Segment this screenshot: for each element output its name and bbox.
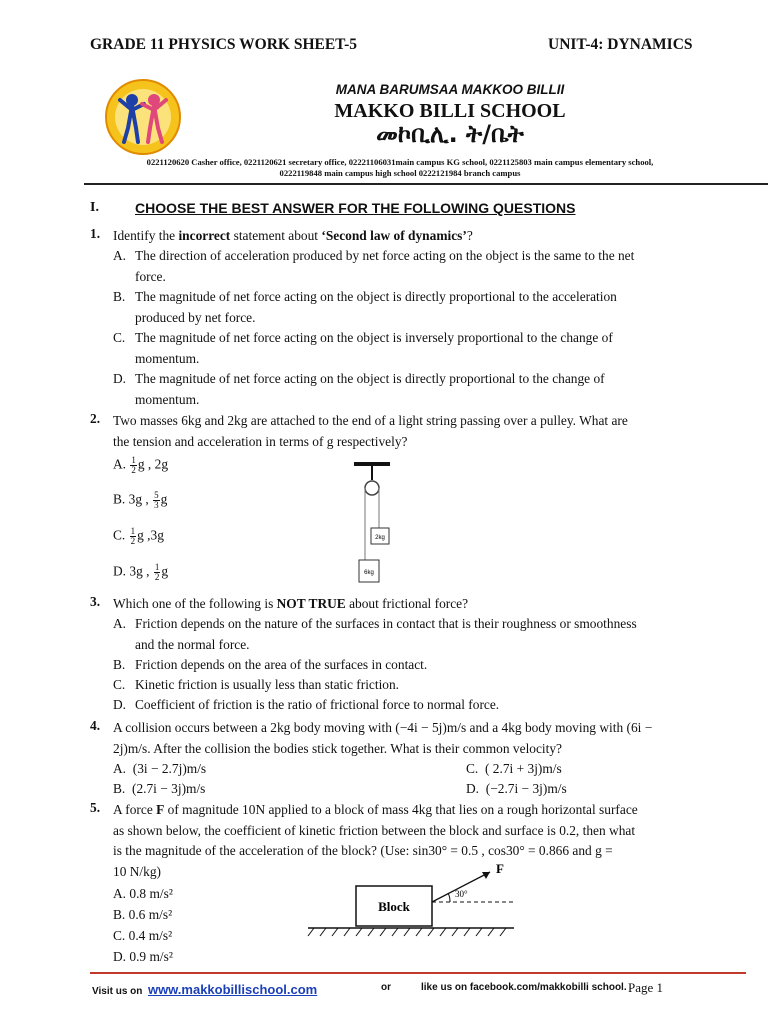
q1-stem-bold-2: ‘Second law of dynamics’ — [321, 228, 467, 243]
q4-velocity-1: (−4i − 5j)m/s — [395, 720, 467, 735]
option-label: B. — [113, 289, 126, 304]
q2-option-c[interactable] — [113, 527, 164, 546]
option-label: A. — [113, 886, 127, 901]
q5-line1-text: A force — [113, 802, 157, 817]
q2-d-value: 3g , — [129, 563, 150, 579]
q1-d-line1: The magnitude of net force acting on the object is directly proportional to the change of — [135, 371, 605, 386]
option-label: D. — [113, 949, 127, 964]
numerator: 1 — [130, 526, 136, 536]
q4-velocity-2: (6i − — [626, 720, 653, 735]
numerator: 1 — [131, 455, 136, 465]
q4-option-b[interactable] — [113, 779, 205, 800]
q4-b-value: (2.7i − 3j)m/s — [131, 781, 206, 796]
q4-number: 4. — [90, 718, 101, 733]
q5-force-symbol: F — [156, 802, 165, 817]
q3-a-line2: and the normal force. — [135, 636, 250, 652]
option-label: A. — [113, 761, 127, 776]
section-number: I. — [90, 200, 99, 215]
q5-option-b[interactable] — [113, 905, 172, 926]
q2-option-b[interactable] — [113, 491, 167, 510]
q5-option-d[interactable] — [113, 947, 173, 968]
pulley-diagram — [348, 460, 398, 588]
q5-number: 5. — [90, 800, 101, 815]
q4-d-value: (−2.7i − 3j)m/s — [485, 781, 567, 796]
contacts-line-1: 0221120620 Casher office, 0221120621 secretary office, 02221106031main campus KG school, 0221125803 main campus elementary school, — [146, 157, 654, 167]
option-label: D. — [113, 371, 127, 386]
option-label: C. — [466, 761, 479, 776]
q3-number: 3. — [90, 594, 101, 609]
q3-option-b[interactable] — [113, 655, 713, 676]
block-force-diagram — [300, 858, 530, 944]
q1-b-line1: The magnitude of net force acting on the object is directly proportional to the acceleration — [135, 289, 617, 304]
q2-option-d[interactable] — [113, 563, 168, 582]
q4-line1-text: A collision occurs between a 2kg body moving with — [113, 720, 396, 735]
q1-stem-text-2: statement about — [230, 228, 322, 243]
q2-line1: Two masses 6kg and 2kg are attached to the end of a light string passing over a pulley. What are — [113, 413, 628, 428]
option-label: B. — [113, 491, 126, 507]
q1-number: 1. — [90, 226, 101, 241]
option-label: D. — [466, 781, 480, 796]
q3-stem — [113, 594, 713, 615]
q3-stem-bold: NOT TRUE — [276, 596, 346, 611]
fraction — [153, 491, 160, 510]
q2-b-value: 3g , — [128, 491, 149, 507]
q3-b-text: Friction depends on the area of the surfaces in contact. — [135, 657, 428, 672]
q1-stem-text: Identify the — [113, 228, 179, 243]
q4-option-d[interactable] — [466, 779, 567, 800]
q1-a-line2: force. — [135, 268, 166, 284]
numerator: 5 — [154, 490, 159, 500]
q5-b-value: 0.6 m/s² — [128, 907, 173, 922]
option-label: A. — [113, 248, 127, 263]
q1-c-line1: The magnitude of net force acting on the object is inversely proportional to the change of — [135, 330, 613, 345]
q3-d-text: Coefficient of friction is the ratio of frictional force to normal force. — [135, 697, 500, 712]
q4-velocity-2-end: 2j)m/s — [113, 740, 148, 756]
q5-line1-rest: of magnitude 10N applied to a block of mass 4kg that lies on a rough horizontal surface — [164, 802, 638, 817]
q2-b-unit: g — [160, 491, 168, 507]
q1-option-d[interactable] — [113, 369, 713, 407]
option-label: A. — [113, 616, 127, 631]
page-number: Page 1 — [628, 980, 664, 995]
q3-stem-text: Which one of the following is — [113, 596, 277, 611]
option-label: B. — [113, 781, 126, 796]
school-name-amharic: መኮቢሊ. ት/ቤት — [376, 120, 524, 148]
q1-b-line2: produced by net force. — [135, 309, 256, 325]
unit-title: UNIT-4: DYNAMICS — [548, 36, 693, 53]
option-label: D. — [113, 563, 127, 579]
option-label: C. — [113, 527, 126, 543]
option-label: C. — [113, 677, 126, 692]
q5-line2: as shown below, the coefficient of kinetic friction between the block and surface is 0.2, then what — [113, 822, 636, 838]
block-label: Block — [378, 899, 410, 914]
fraction — [154, 563, 161, 582]
option-label: D. — [113, 697, 127, 712]
q5-c-value: 0.4 m/s² — [128, 928, 173, 943]
q1-stem — [113, 226, 713, 247]
denominator: 2 — [130, 536, 136, 546]
q2-option-a[interactable] — [113, 456, 168, 475]
angle-label: 30° — [455, 889, 468, 899]
q3-option-c[interactable] — [113, 675, 713, 696]
header-divider — [84, 183, 768, 185]
q1-stem-bold: incorrect — [178, 228, 231, 243]
option-label: C. — [113, 928, 126, 943]
school-logo — [104, 78, 182, 156]
force-label: F — [496, 861, 504, 876]
q1-option-c[interactable] — [113, 328, 713, 366]
school-motto: MANA BARUMSAA MAKKOO BILLII — [335, 82, 565, 97]
section-title: CHOOSE THE BEST ANSWER FOR THE FOLLOWING QUESTIONS — [135, 200, 576, 216]
q2-stem — [113, 411, 713, 452]
q2-line2: the tension and acceleration in terms of g respectively? — [113, 433, 408, 449]
q2-a-value: g , 2g — [137, 456, 169, 472]
option-label: C. — [113, 330, 126, 345]
school-name: MAKKO BILLI SCHOOL — [334, 100, 566, 122]
q3-option-a[interactable] — [113, 614, 713, 652]
q4-c-value: ( 2.7i + 3j)m/s — [484, 761, 562, 776]
worksheet-title: GRADE 11 PHYSICS WORK SHEET-5 — [90, 36, 358, 53]
q5-option-c[interactable] — [113, 926, 172, 947]
q5-a-value: 0.8 m/s² — [129, 886, 173, 901]
q1-option-b[interactable] — [113, 287, 713, 325]
mass-label-small: 2kg — [375, 535, 385, 541]
website-link[interactable]: www.makkobillischool.com — [147, 982, 318, 997]
q1-stem-end: ? — [466, 228, 473, 243]
q4-option-c[interactable] — [466, 759, 562, 780]
q4-option-a[interactable] — [113, 759, 206, 780]
fraction — [130, 456, 137, 475]
q4-a-value: (3i − 2.7j)m/s — [132, 761, 207, 776]
denominator: 2 — [154, 572, 160, 582]
option-label: A. — [113, 456, 127, 472]
footer-facebook: like us on facebook.com/makkobilli school. — [421, 982, 627, 993]
q5-d-value: 0.9 m/s² — [129, 949, 173, 964]
contact-numbers — [95, 157, 705, 178]
q1-d-line2: momentum. — [135, 391, 200, 407]
option-label: B. — [113, 657, 126, 672]
footer-visit-text: Visit us on — [92, 986, 143, 997]
footer-visit — [92, 982, 317, 997]
fraction — [130, 527, 137, 546]
q1-c-line2: momentum. — [135, 350, 200, 366]
denominator: 2 — [131, 465, 136, 475]
option-label: B. — [113, 907, 126, 922]
q3-c-text: Kinetic friction is usually less than static friction. — [135, 677, 400, 692]
q5-line4: 10 N/kg) — [113, 863, 161, 879]
q3-a-line1: Friction depends on the nature of the surfaces in contact that is their roughness or smoothness — [135, 616, 637, 631]
footer-or: or — [381, 982, 391, 993]
q5-option-a[interactable] — [113, 884, 173, 905]
mass-label-large: 6kg — [364, 570, 374, 576]
q4-line1-mid: and a 4kg body moving with — [466, 720, 627, 735]
q2-d-unit: g — [161, 563, 169, 579]
q5-line3: is the magnitude of the acceleration of the block? (Use: sin30° = 0.5 , cos30° = 0.866 and g = — [113, 843, 613, 858]
numerator: 1 — [154, 562, 160, 572]
denominator: 3 — [154, 500, 159, 510]
q2-c-value: g ,3g — [137, 527, 164, 543]
footer-divider — [90, 972, 746, 974]
q4-stem — [113, 718, 733, 759]
q2-number: 2. — [90, 411, 101, 426]
contacts-line-2: 0222119848 main campus high school 0222121984 branch campus — [279, 167, 521, 178]
q3-stem-end: about frictional force? — [345, 596, 469, 611]
q4-line2-text: . After the collision the bodies stick together. What is their common velocity? — [147, 740, 563, 756]
q1-a-line1: The direction of acceleration produced by net force acting on the object is the same to the net — [135, 248, 635, 263]
q1-option-a[interactable] — [113, 246, 713, 284]
q3-option-d[interactable] — [113, 695, 713, 716]
